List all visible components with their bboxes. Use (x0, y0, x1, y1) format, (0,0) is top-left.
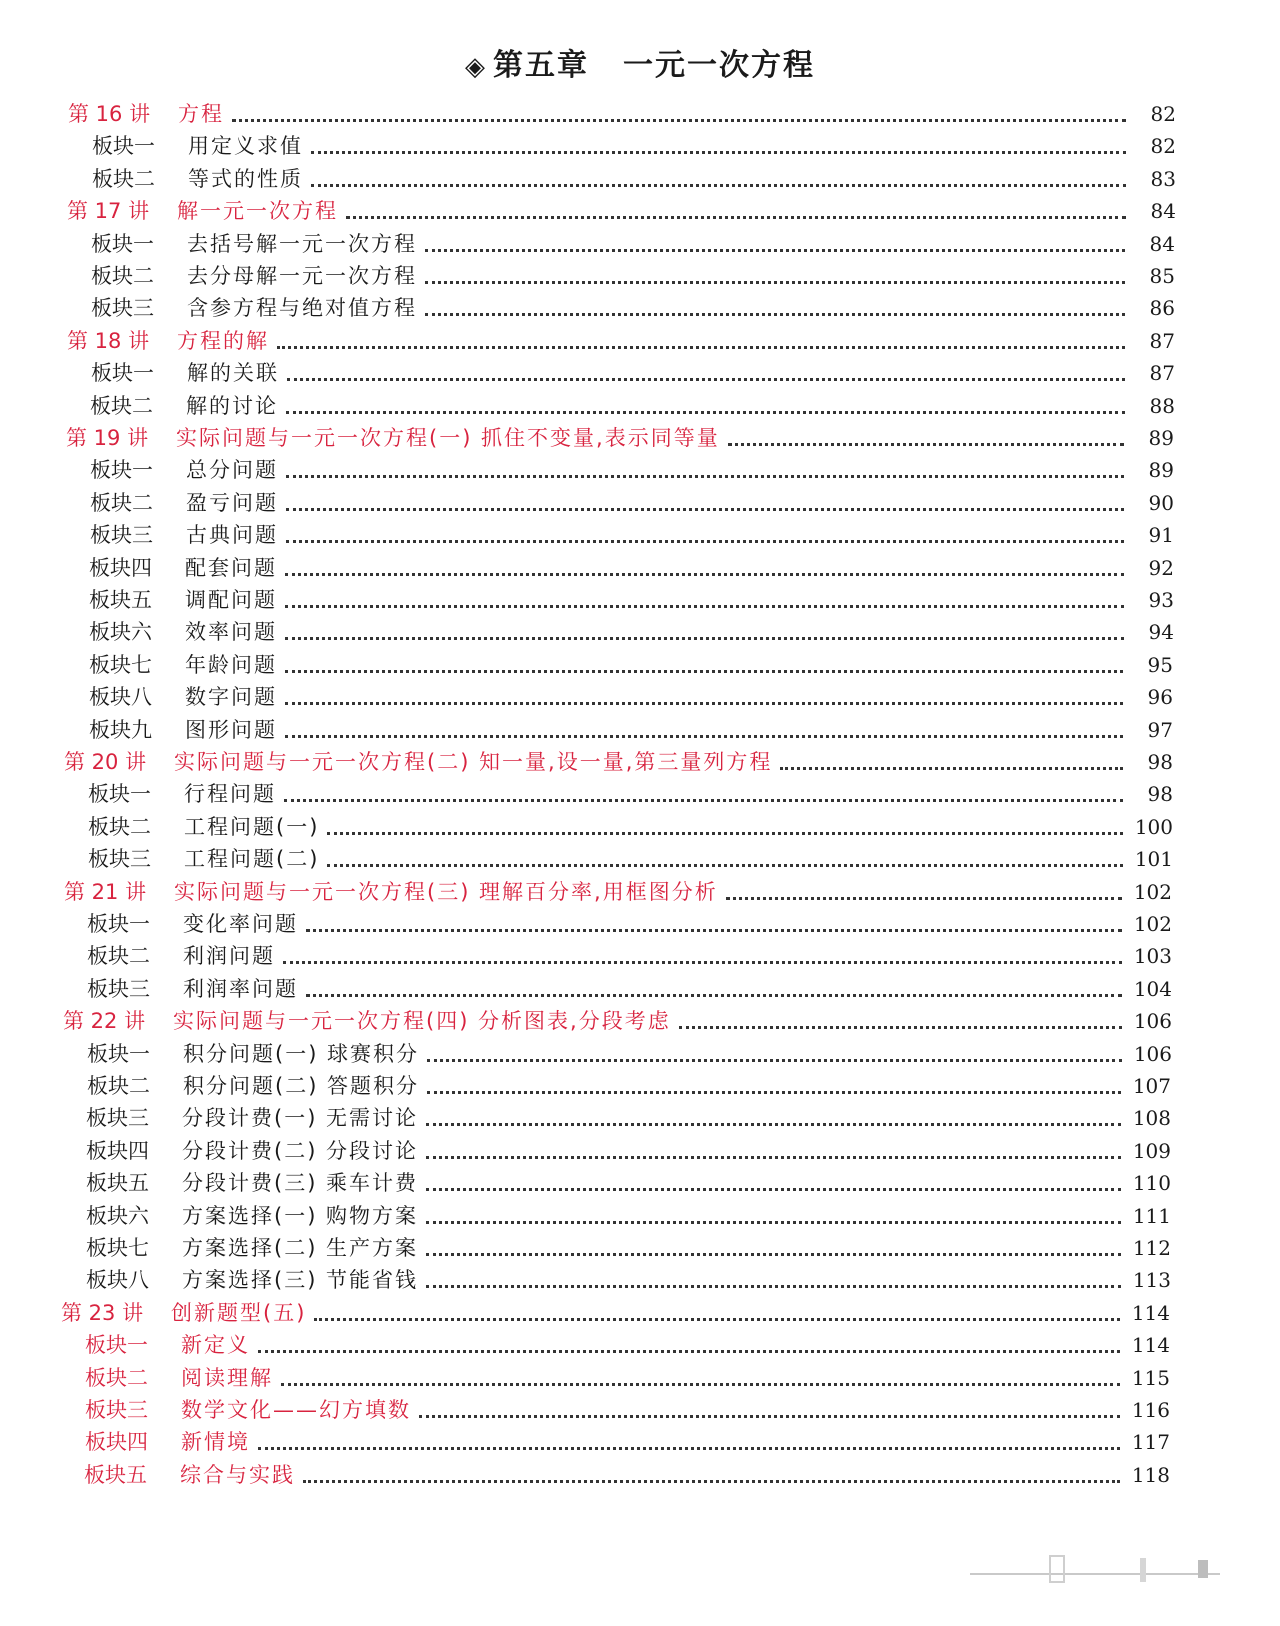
section-title: 分段计费(一) 无需讨论 (182, 1106, 419, 1131)
toc-section-row[interactable] (84, 1457, 1170, 1489)
section-label: 板块二 (90, 490, 153, 515)
section-label: 板块一 (87, 1041, 150, 1066)
toc-lecture-row[interactable] (63, 1003, 1172, 1035)
diamond-icon: ◈ (465, 52, 487, 82)
toc-section-row[interactable] (89, 679, 1173, 711)
section-label: 板块一 (92, 134, 155, 159)
dot-leader (283, 961, 1122, 964)
page-number: 83 (1150, 166, 1176, 191)
section-title: 数学文化——幻方填数 (181, 1398, 411, 1422)
dot-leader (285, 702, 1123, 705)
chapter-number: 第五章 (493, 48, 589, 83)
page-number: 95 (1147, 652, 1173, 677)
page-number: 86 (1149, 296, 1175, 321)
toc-lecture-row[interactable] (64, 874, 1172, 906)
dot-leader (311, 184, 1126, 187)
page-number: 92 (1148, 555, 1174, 580)
dot-leader (728, 443, 1124, 446)
dot-leader (285, 573, 1124, 576)
section-title: 用定义求值 (188, 134, 303, 159)
lecture-number: 第 19 讲 (66, 426, 149, 450)
dot-leader (780, 767, 1123, 770)
section-label: 板块七 (89, 652, 152, 677)
section-title: 综合与实践 (180, 1462, 295, 1487)
section-title: 变化率问题 (183, 912, 298, 936)
section-label: 板块六 (86, 1203, 149, 1228)
section-label: 板块三 (85, 1398, 148, 1422)
section-label: 板块二 (90, 393, 153, 418)
lecture-number: 第 22 讲 (63, 1009, 146, 1034)
page-number: 96 (1147, 685, 1173, 710)
toc-section-row[interactable] (90, 485, 1174, 517)
section-label: 板块一 (87, 912, 150, 936)
lecture-number: 第 20 讲 (64, 750, 147, 774)
page-number: 109 (1132, 1138, 1171, 1163)
toc-lecture-row[interactable] (67, 193, 1176, 225)
dot-leader (426, 1285, 1121, 1288)
section-label: 板块八 (89, 685, 152, 710)
dot-leader (287, 378, 1125, 381)
page-number: 106 (1133, 1009, 1172, 1034)
dot-leader (277, 346, 1125, 349)
page-number: 85 (1149, 264, 1175, 288)
dot-leader (285, 735, 1123, 738)
dot-leader (419, 1415, 1120, 1418)
section-label: 板块二 (85, 1365, 148, 1390)
section-label: 板块二 (88, 814, 151, 839)
section-title: 方案选择(一) 购物方案 (182, 1203, 419, 1228)
section-title: 新定义 (181, 1333, 250, 1358)
toc-section-row[interactable] (86, 1198, 1171, 1230)
section-label: 板块八 (86, 1268, 149, 1293)
lecture-title: 创新题型(五) (171, 1300, 307, 1325)
page-number: 100 (1134, 814, 1173, 839)
toc-section-row[interactable] (88, 809, 1173, 841)
page-number: 88 (1149, 393, 1175, 418)
page-number: 84 (1149, 231, 1175, 256)
section-title: 图形问题 (185, 717, 277, 742)
toc-section-row[interactable] (85, 1327, 1170, 1359)
section-label: 板块一 (91, 231, 154, 256)
toc-section-row[interactable] (87, 906, 1172, 938)
lecture-title: 解一元一次方程 (177, 199, 338, 224)
toc-section-row[interactable] (92, 161, 1176, 193)
section-title: 总分问题 (186, 458, 278, 483)
dot-leader (258, 1350, 1120, 1353)
page-number: 116 (1131, 1398, 1170, 1422)
chapter-title (0, 40, 1280, 84)
dot-leader (285, 637, 1124, 640)
page-number: 106 (1133, 1041, 1172, 1066)
dot-leader (303, 1480, 1120, 1483)
page-number: 102 (1133, 879, 1172, 904)
dot-leader (426, 1188, 1121, 1191)
toc-section-row[interactable] (90, 388, 1175, 420)
section-label: 板块四 (86, 1138, 149, 1163)
section-label: 板块三 (87, 976, 150, 1001)
section-title: 阅读理解 (181, 1365, 273, 1390)
section-title: 效率问题 (185, 620, 277, 645)
lecture-title: 方程的解 (177, 328, 269, 353)
section-title: 含参方程与绝对值方程 (187, 296, 417, 321)
toc-section-row[interactable] (91, 290, 1175, 322)
toc-section-row[interactable] (89, 712, 1173, 744)
section-label: 板块三 (86, 1106, 149, 1131)
toc-section-row[interactable] (86, 1262, 1171, 1294)
dot-leader (314, 1318, 1120, 1321)
toc-section-row[interactable] (85, 1392, 1170, 1424)
dot-leader (286, 540, 1124, 543)
toc-lecture-row[interactable] (66, 420, 1174, 452)
lecture-title: 实际问题与一元一次方程(二) 知一量,设一量,第三量列方程 (174, 750, 773, 774)
page-number: 91 (1148, 523, 1174, 548)
section-title: 积分问题(一) 球赛积分 (183, 1041, 420, 1066)
section-title: 分段计费(三) 乘车计费 (182, 1171, 419, 1196)
page-number: 93 (1148, 588, 1174, 612)
page-number: 114 (1131, 1300, 1170, 1325)
dot-leader (346, 216, 1126, 219)
toc-section-row[interactable] (89, 647, 1173, 679)
section-label: 板块三 (88, 847, 151, 872)
section-title: 古典问题 (186, 523, 278, 548)
section-label: 板块一 (85, 1333, 148, 1358)
toc-section-row[interactable] (88, 776, 1173, 808)
page-number: 107 (1132, 1074, 1171, 1098)
section-label: 板块三 (91, 296, 154, 321)
toc-section-row[interactable] (90, 517, 1174, 549)
toc-section-row[interactable] (85, 1424, 1170, 1456)
page-number: 115 (1131, 1365, 1170, 1390)
section-title: 去分母解一元一次方程 (187, 264, 417, 288)
section-label: 板块二 (87, 944, 150, 969)
lecture-title: 实际问题与一元一次方程(一) 抓住不变量,表示同等量 (176, 426, 720, 450)
dot-leader (427, 1059, 1122, 1062)
section-label: 板块五 (89, 588, 152, 612)
dot-leader (327, 864, 1123, 867)
page-number: 94 (1148, 620, 1174, 645)
dot-leader (285, 605, 1124, 608)
section-title: 方案选择(三) 节能省钱 (182, 1268, 419, 1293)
page-number: 113 (1132, 1268, 1171, 1293)
toc-section-row[interactable] (87, 938, 1172, 970)
section-title: 方案选择(二) 生产方案 (182, 1236, 419, 1260)
toc-section-row[interactable] (85, 1360, 1170, 1392)
toc-section-row[interactable] (89, 550, 1174, 582)
page-number: 87 (1149, 361, 1175, 386)
toc-section-row[interactable] (87, 1036, 1172, 1068)
page-number: 98 (1147, 750, 1173, 774)
section-title: 数字问题 (185, 685, 277, 710)
toc-section-row[interactable] (86, 1165, 1171, 1197)
toc-lecture-row[interactable] (67, 323, 1175, 355)
section-label: 板块四 (85, 1430, 148, 1455)
dot-leader (726, 897, 1122, 900)
page-number: 117 (1131, 1430, 1170, 1455)
dot-leader (426, 1253, 1121, 1256)
toc-section-row[interactable] (91, 355, 1175, 387)
toc-section-row[interactable] (87, 1068, 1171, 1100)
section-title: 工程问题(二) (184, 847, 320, 872)
dot-leader (327, 832, 1123, 835)
dot-leader (425, 249, 1125, 252)
section-title: 利润率问题 (183, 976, 298, 1001)
section-title: 行程问题 (184, 782, 276, 807)
section-label: 板块三 (90, 523, 153, 548)
section-title: 配套问题 (185, 555, 277, 580)
toc-section-row[interactable] (86, 1100, 1171, 1132)
section-label: 板块二 (91, 264, 154, 288)
section-label: 板块五 (86, 1171, 149, 1196)
page-number: 102 (1133, 912, 1172, 936)
dot-leader (425, 313, 1125, 316)
section-title: 去括号解一元一次方程 (187, 231, 417, 256)
page-number: 82 (1150, 102, 1176, 126)
lecture-number: 第 16 讲 (68, 102, 151, 126)
lecture-title: 方程 (178, 102, 224, 126)
dot-leader (281, 1383, 1120, 1386)
toc-section-row[interactable] (87, 971, 1172, 1003)
section-label: 板块二 (87, 1074, 150, 1098)
section-title: 利润问题 (183, 944, 275, 969)
section-label: 板块六 (89, 620, 152, 645)
scan-edge-mark (970, 1552, 1230, 1586)
lecture-title: 实际问题与一元一次方程(三) 理解百分率,用框图分析 (174, 879, 718, 904)
toc-section-row[interactable] (91, 226, 1175, 258)
page-number: 98 (1147, 782, 1173, 807)
section-label: 板块五 (84, 1462, 147, 1487)
section-title: 新情境 (181, 1430, 250, 1455)
dot-leader (306, 929, 1122, 932)
section-label: 板块七 (86, 1236, 149, 1260)
page-number: 90 (1148, 490, 1174, 515)
section-label: 板块一 (91, 361, 154, 386)
chapter-name: 一元一次方程 (623, 48, 815, 83)
toc-section-row[interactable] (86, 1133, 1171, 1165)
lecture-number: 第 17 讲 (67, 199, 150, 224)
section-title: 盈亏问题 (186, 490, 278, 515)
dot-leader (679, 1026, 1122, 1029)
section-title: 调配问题 (185, 588, 277, 612)
lecture-title: 实际问题与一元一次方程(四) 分析图表,分段考虑 (173, 1009, 671, 1034)
toc-section-row[interactable] (86, 1230, 1171, 1262)
toc-section-row[interactable] (89, 582, 1174, 614)
dot-leader (427, 1091, 1121, 1094)
section-label: 板块四 (89, 555, 152, 580)
section-title: 工程问题(一) (184, 814, 320, 839)
page-number: 89 (1148, 458, 1174, 483)
section-label: 板块一 (88, 782, 151, 807)
toc-section-row[interactable] (90, 452, 1174, 484)
page-number: 114 (1131, 1333, 1170, 1358)
page-number: 84 (1150, 199, 1176, 224)
page-number: 118 (1131, 1462, 1170, 1487)
page-number: 110 (1132, 1171, 1171, 1196)
dot-leader (232, 119, 1126, 122)
lecture-number: 第 21 讲 (64, 879, 147, 904)
lecture-number: 第 18 讲 (67, 328, 150, 353)
dot-leader (286, 475, 1124, 478)
page-number: 104 (1133, 976, 1172, 1001)
section-title: 解的讨论 (186, 393, 278, 418)
toc-lecture-row[interactable] (64, 744, 1173, 776)
dot-leader (311, 151, 1126, 154)
section-label: 板块九 (89, 717, 152, 742)
page-number: 101 (1134, 847, 1173, 872)
page-number: 111 (1132, 1203, 1171, 1228)
toc-lecture-row[interactable] (61, 1295, 1170, 1327)
toc-lecture-row[interactable] (68, 96, 1176, 128)
toc-section-row[interactable] (92, 128, 1176, 160)
toc-section-row[interactable] (89, 614, 1174, 646)
section-title: 分段计费(二) 分段讨论 (182, 1138, 419, 1163)
section-title: 年龄问题 (185, 652, 277, 677)
page-number: 87 (1149, 328, 1175, 353)
dot-leader (306, 994, 1122, 997)
dot-leader (286, 508, 1124, 511)
lecture-number: 第 23 讲 (61, 1300, 144, 1325)
page-number: 89 (1148, 426, 1174, 450)
page-number: 108 (1132, 1106, 1171, 1131)
page-number: 97 (1147, 717, 1173, 742)
section-label: 板块二 (92, 166, 155, 191)
section-title: 积分问题(二) 答题积分 (183, 1074, 420, 1098)
dot-leader (286, 411, 1125, 414)
page-number: 112 (1132, 1236, 1171, 1260)
toc-section-row[interactable] (91, 258, 1175, 290)
dot-leader (426, 1221, 1121, 1224)
dot-leader (285, 670, 1123, 673)
dot-leader (284, 799, 1123, 802)
page-number: 103 (1133, 944, 1172, 969)
dot-leader (426, 1156, 1121, 1159)
section-label: 板块一 (90, 458, 153, 483)
section-title: 等式的性质 (188, 166, 303, 191)
dot-leader (426, 1123, 1121, 1126)
page-number: 82 (1150, 134, 1176, 159)
toc-section-row[interactable] (88, 841, 1173, 873)
dot-leader (425, 281, 1125, 284)
dot-leader (258, 1447, 1120, 1450)
section-title: 解的关联 (187, 361, 279, 386)
